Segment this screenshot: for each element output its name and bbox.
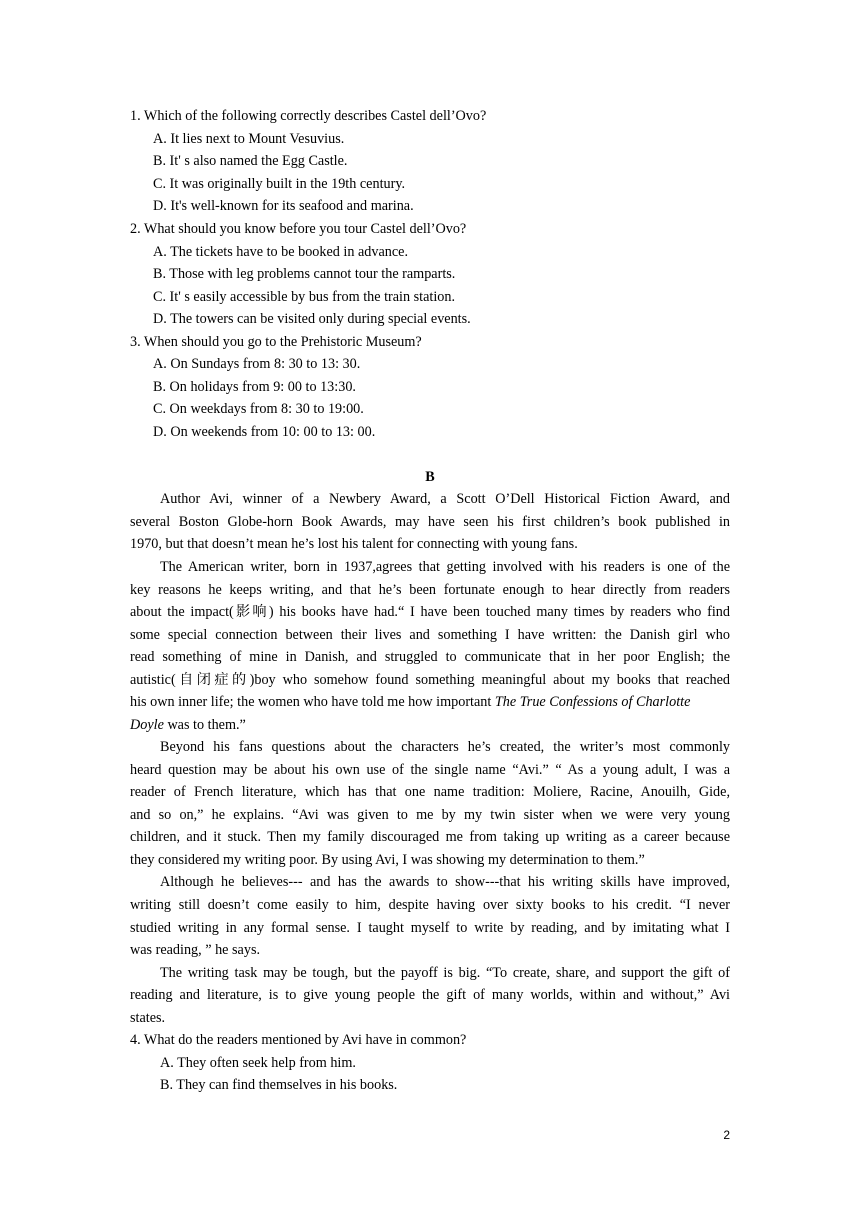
question-1-option-b: B. It' s also named the Egg Castle.	[153, 153, 348, 169]
passage-line	[130, 691, 730, 713]
passage-line: and so on,” he explains. “Avi was given to me by my twin sister when we were very young	[130, 807, 730, 823]
question-3-option-c: C. On weekdays from 8: 30 to 19:00.	[153, 401, 364, 417]
question-1-stem: 1. Which of the following correctly describes Castel dell’Ovo?	[130, 108, 487, 124]
question-3-option-b: B. On holidays from 9: 00 to 13:30.	[153, 379, 356, 395]
question-2-stem: 2. What should you know before you tour Castel dell’Ovo?	[130, 221, 467, 237]
passage-line: heard question may be about his own use of the single name “Avi.” “ As a young adult, I was a	[130, 762, 730, 778]
passage-line: key reasons he keeps writing, and that he’s been fortunate enough to hear directly from readers	[130, 582, 730, 598]
passage-line: reader of French literature, which has that one name tradition: Moliere, Racine, Anouilh, Gide,	[130, 784, 730, 800]
question-3-stem: 3. When should you go to the Prehistoric Museum?	[130, 334, 422, 350]
question-2-option-c: C. It' s easily accessible by bus from the train station.	[153, 289, 456, 305]
passage-line	[130, 714, 730, 736]
passage-line: was reading, ” he says.	[130, 942, 261, 958]
passage-text: was to them.”	[163, 717, 246, 733]
question-3-option-d: D. On weekends from 10: 00 to 13: 00.	[153, 424, 376, 440]
passage-line: The writing task may be tough, but the payoff is big. “To create, share, and support the gift of	[160, 965, 730, 981]
book-title: Doyle	[130, 717, 164, 733]
passage-line: children, and it stuck. Then my family discouraged me from taking up writing as a career because	[130, 829, 730, 845]
page-number: 2	[723, 1128, 730, 1142]
passage-line: 1970, but that doesn’t mean he’s lost his talent for connecting with young fans.	[130, 536, 578, 552]
passage-line: several Boston Globe-horn Book Awards, may have seen his first children’s book published in	[130, 514, 730, 530]
question-2-option-a: A. The tickets have to be booked in advance.	[153, 244, 409, 260]
question-1-option-c: C. It was originally built in the 19th century.	[153, 176, 406, 192]
passage-line: The American writer, born in 1937,agrees that getting involved with his readers is one of the	[160, 559, 730, 575]
question-4-option-a: A. They often seek help from him.	[160, 1055, 356, 1071]
book-title: The True Confessions of Charlotte	[494, 694, 691, 710]
passage-line: about the impact(影响) his books have had.“ I have been touched many times by readers who find	[130, 604, 730, 620]
passage-line: some special connection between their lives and something I have written: the Danish girl who	[130, 627, 730, 643]
passage-line: studied writing in any formal sense. I taught myself to write by reading, and by imitating what I	[130, 920, 730, 936]
section-heading: B	[425, 469, 435, 485]
passage-line: writing still doesn’t come easily to him, despite having over sixty books to his credit. “I never	[130, 897, 730, 913]
question-3-option-a: A. On Sundays from 8: 30 to 13: 30.	[153, 356, 361, 372]
question-2-option-b: B. Those with leg problems cannot tour the ramparts.	[153, 266, 456, 282]
passage-line: read something of mine in Danish, and struggled to communicate that in her poor English; the	[130, 649, 730, 665]
passage-line: Author Avi, winner of a Newbery Award, a Scott O’Dell Historical Fiction Award, and	[160, 491, 730, 507]
question-4-option-b: B. They can find themselves in his books.	[160, 1077, 398, 1093]
question-2-option-d: D. The towers can be visited only during special events.	[153, 311, 471, 327]
question-4-stem: 4. What do the readers mentioned by Avi have in common?	[130, 1032, 467, 1048]
passage-line: reading and literature, is to give young people the gift of many worlds, within and without,” Avi	[130, 987, 730, 1003]
question-1-option-a: A. It lies next to Mount Vesuvius.	[153, 131, 345, 147]
question-1-option-d: D. It's well-known for its seafood and marina.	[153, 198, 414, 214]
passage-line: Beyond his fans questions about the characters he’s created, the writer’s most commonly	[160, 739, 730, 755]
passage-line: autistic(自闭症的)boy who somehow found something meaningful about my books that reached	[130, 672, 730, 688]
passage-line: Although he believes--- and has the awards to show---that his writing skills have improved,	[160, 874, 730, 890]
passage-line: they considered my writing poor. By using Avi, I was showing my determination to them.”	[130, 852, 645, 868]
passage-text: his own inner life; the women who have told me how important	[130, 694, 495, 710]
passage-line: states.	[130, 1010, 166, 1026]
